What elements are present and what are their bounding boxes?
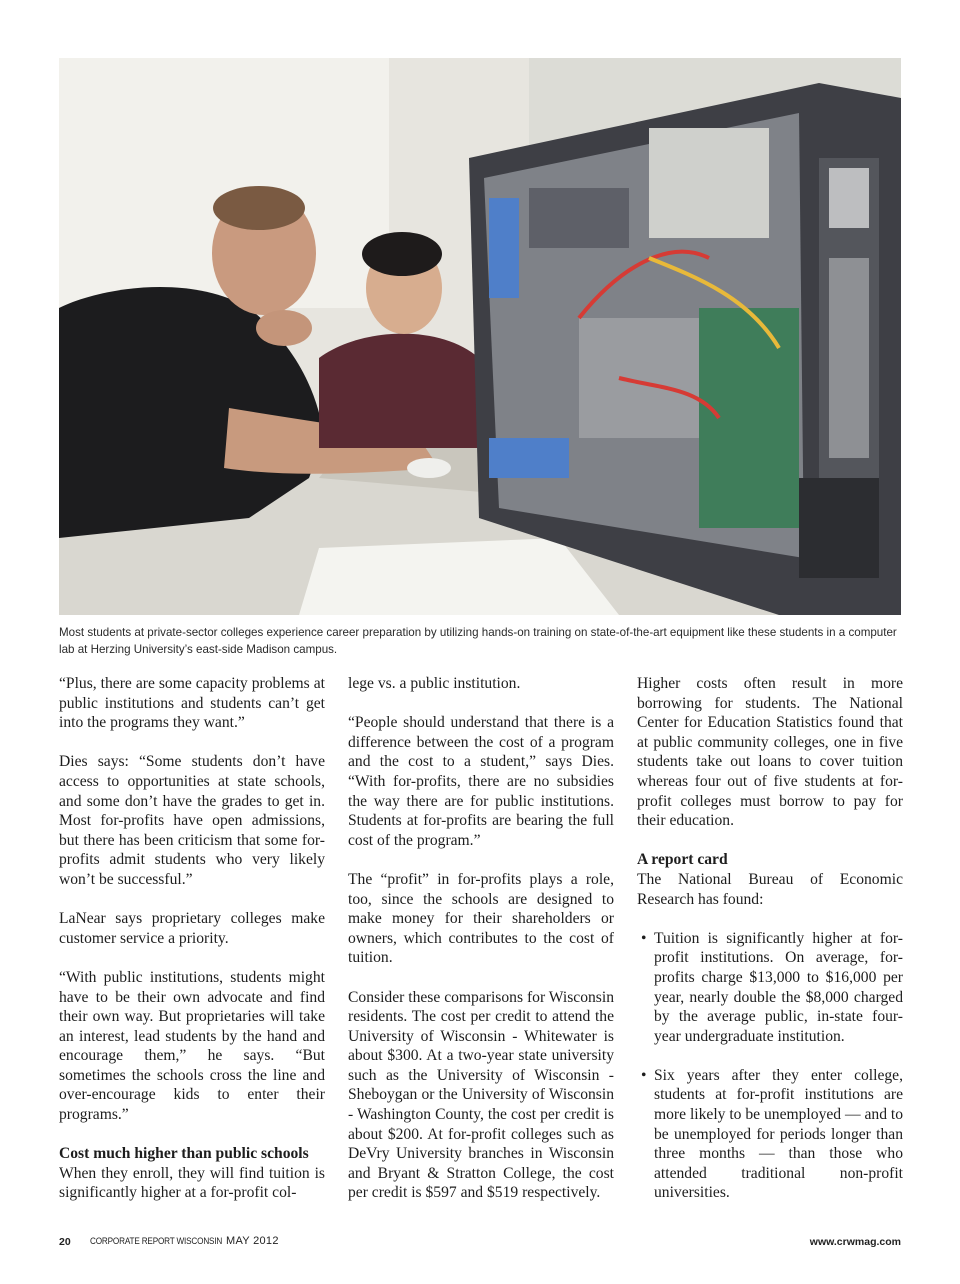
article-column-2: [348, 674, 614, 1203]
website-link[interactable]: www.crwmag.com: [809, 1236, 901, 1248]
paragraph: Consider these comparisons for Wisconsin residents. The cost per credit to attend the University of Wisconsin - Whitewater is about $300. At a two-year state university such as the University of Wisconsin - Sheboygan or the University of Wisconsin - Washington County, the cost per credit is about $200. At for-profit colleges such as DeVry University branches in Wisconsin and Bryant & Stratton College, the cost per credit is $597 and $519 respectively.: [348, 988, 614, 1202]
paragraph: lege vs. a public institution.: [348, 675, 521, 692]
paragraph: LaNear says proprietary colleges make customer service a priority.: [59, 910, 325, 947]
issue-date: MAY 2012: [226, 1235, 279, 1247]
article-column-1: [59, 674, 325, 1203]
page-number: 20: [59, 1236, 71, 1248]
bullet-icon: •: [641, 1066, 647, 1084]
article-column-3: [637, 674, 903, 1223]
paragraph: Dies says: “Some students don’t have access to opportunities at state schools, and some don’t have the grades to get in. Most for-profits have open admissions, but there has been criticism that some for-profits admit students who very likely won’t be successful.”: [59, 753, 325, 888]
paragraph: “With public institutions, students might have to be their own advocate and find their own way. But proprietaries will take an interest, lead students by the hand and encourage them,” he says. “But sometimes the schools cross the line and over-encourage kids to enter their programs.”: [59, 968, 325, 1124]
paragraph: The National Bureau of Economic Research has found:: [637, 870, 903, 908]
photo-caption: Most students at private-sector colleges experience career preparation by utilizing hands-on training on state-of-the-art equipment like these students in a computer lab at Herzing University’s east-side Madison campus.: [59, 626, 897, 656]
section-heading: Cost much higher than public schools: [59, 1145, 309, 1163]
paragraph: When they enroll, they will find tuition is significantly higher at a for-profit col-: [59, 1164, 325, 1202]
paragraph: “Plus, there are some capacity problems at public institutions and students can’t get into the programs they want.”: [59, 675, 325, 732]
paragraph: Higher costs often result in more borrowing for students. The National Center for Education Statistics found that at public community colleges, one in five students take out loans to cover tuition whereas four out of five students at for-profit colleges must borrow to pay for their education.: [637, 675, 903, 830]
section-heading: A report card: [637, 851, 728, 869]
list-item: [637, 929, 903, 1047]
list-item-text: Six years after they enter college, students at for-profit institutions are more likely to be unemployed — and to be unemployed for periods longer than three months — than those who attended traditional non-profit universities.: [654, 1066, 904, 1202]
students-computer-lab-illustration: [59, 58, 901, 615]
findings-list: [637, 929, 903, 1203]
paragraph: “People should understand that there is a difference between the cost of a program and the cost to a student,” says Dies. “With for-profits, there are no subsidies the way there are for public institutions. Students at for-profits are bearing the full cost of the program.”: [348, 714, 614, 849]
paragraph: The “profit” in for-profits plays a role, too, since the schools are designed to make money for their shareholders or owners, which contributes to the cost of tuition.: [348, 870, 614, 967]
bullet-icon: •: [641, 929, 647, 947]
list-item-text: Tuition is significantly higher at for-profit institutions. On average, for-profits charge $13,000 to $16,000 per year, nearly double the $8,000 charged by the average public, in-state four-year undergraduate institution.: [654, 929, 903, 1045]
publication-name: CORPORATE REPORT WISCONSIN: [90, 1236, 223, 1247]
page-footer: [59, 1236, 901, 1252]
list-item: [637, 1066, 903, 1203]
article-photo: [59, 58, 901, 615]
